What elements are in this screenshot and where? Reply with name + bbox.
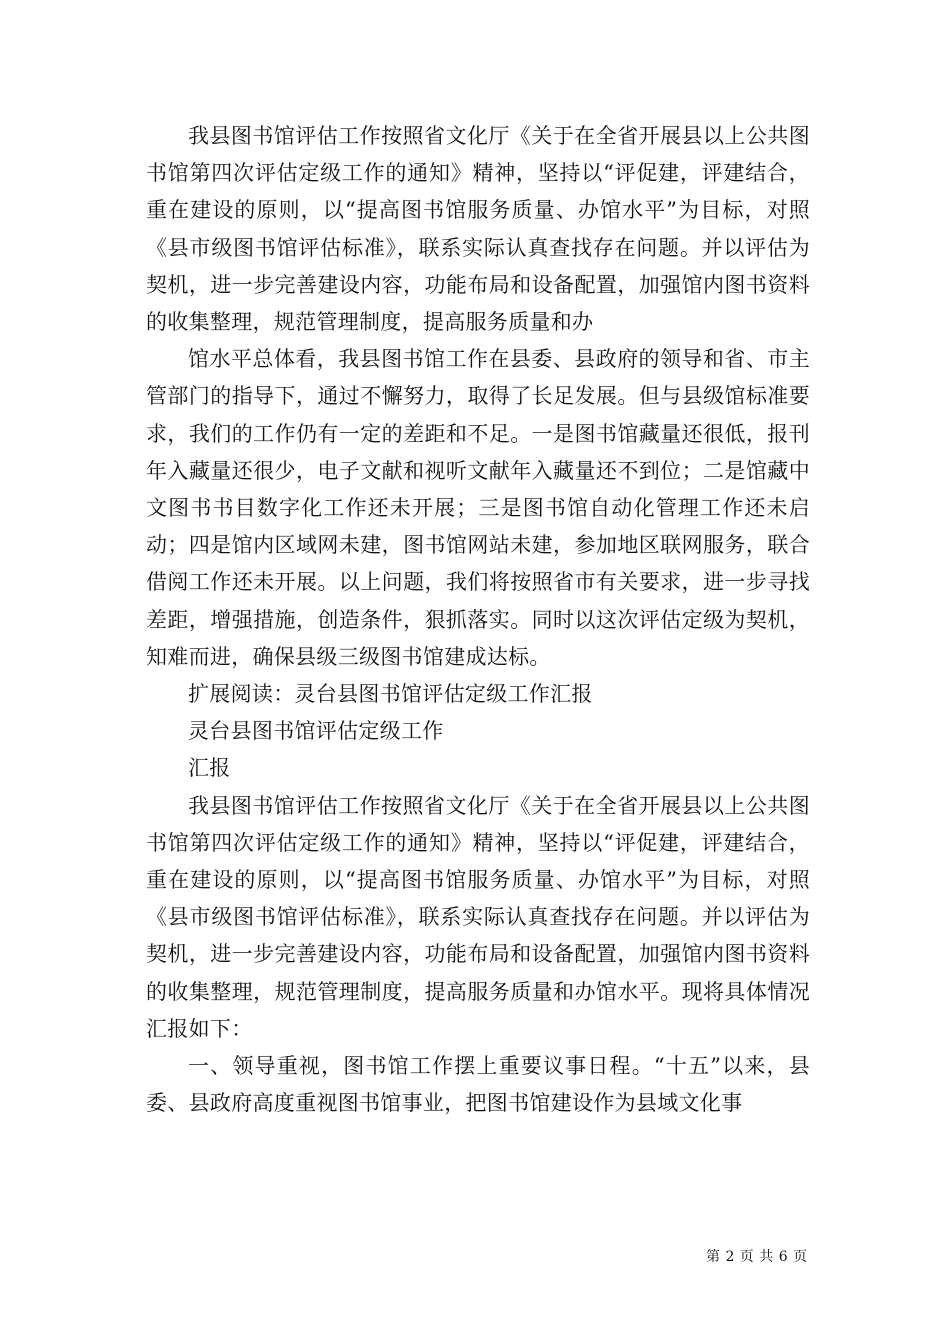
paragraph-4: 一、领导重视，图书馆工作摆上重要议事日程。“十五”以来，县委、县政府高度重视图书馆事业，把图书馆建设作为县域文化事 bbox=[146, 1054, 810, 1116]
paragraph-1: 我县图书馆评估工作按照省文化厅《关于在全省开展县以上公共图书馆第四次评估定级工作的通知》精神，坚持以“评促建，评建结合，重在建设的原则，以“提高图书馆服务质量、办馆水平”为目标，对照《县市级图书馆评估标准》，联系实际认真查找存在问题。并以评估为契机，进一步完善建设内容，功能布局和设备配置，加强馆内图书资料的收集整理，规范管理制度，提高服务质量和办 bbox=[146, 124, 810, 335]
document-body bbox=[146, 118, 810, 1122]
page-number-footer: 第 2 页 共 6 页 bbox=[706, 1249, 808, 1265]
paragraph-extended-reading: 扩展阅读：灵台县图书馆评估定级工作汇报 bbox=[188, 682, 593, 707]
paragraph-2: 馆水平总体看，我县图书馆工作在县委、县政府的领导和省、市主管部门的指导下，通过不懈努力，取得了长足发展。但与县级馆标准要求，我们的工作仍有一定的差距和不足。一是图书馆藏量还很低，报刊年入藏量还很少，电子文献和视听文献年入藏量还不到位；二是馆藏中文图书书目数字化工作还未开展；三是图书馆自动化管理工作还未启动；四是馆内区域网未建，图书馆网站未建，参加地区联网服务，联合借阅工作还未开展。以上问题，我们将按照省市有关要求，进一步寻找差距，增强措施，创造条件，狠抓落实。同时以这次评估定级为契机，知难而进，确保县级三级图书馆建成达标。 bbox=[146, 347, 810, 669]
report-title-suffix: 汇报 bbox=[188, 756, 231, 781]
paragraph-3: 我县图书馆评估工作按照省文化厅《关于在全省开展县以上公共图书馆第四次评估定级工作的通知》精神，坚持以“评促建，评建结合，重在建设的原则，以“提高图书馆服务质量、办馆水平”为目标，对照《县市级图书馆评估标准》，联系实际认真查找存在问题。并以评估为契机，进一步完善建设内容，功能布局和设备配置，加强馆内图书资料的收集整理，规范管理制度，提高服务质量和办馆水平。现将具体情况汇报如下： bbox=[146, 793, 810, 1041]
report-title: 灵台县图书馆评估定级工作 bbox=[188, 719, 444, 744]
